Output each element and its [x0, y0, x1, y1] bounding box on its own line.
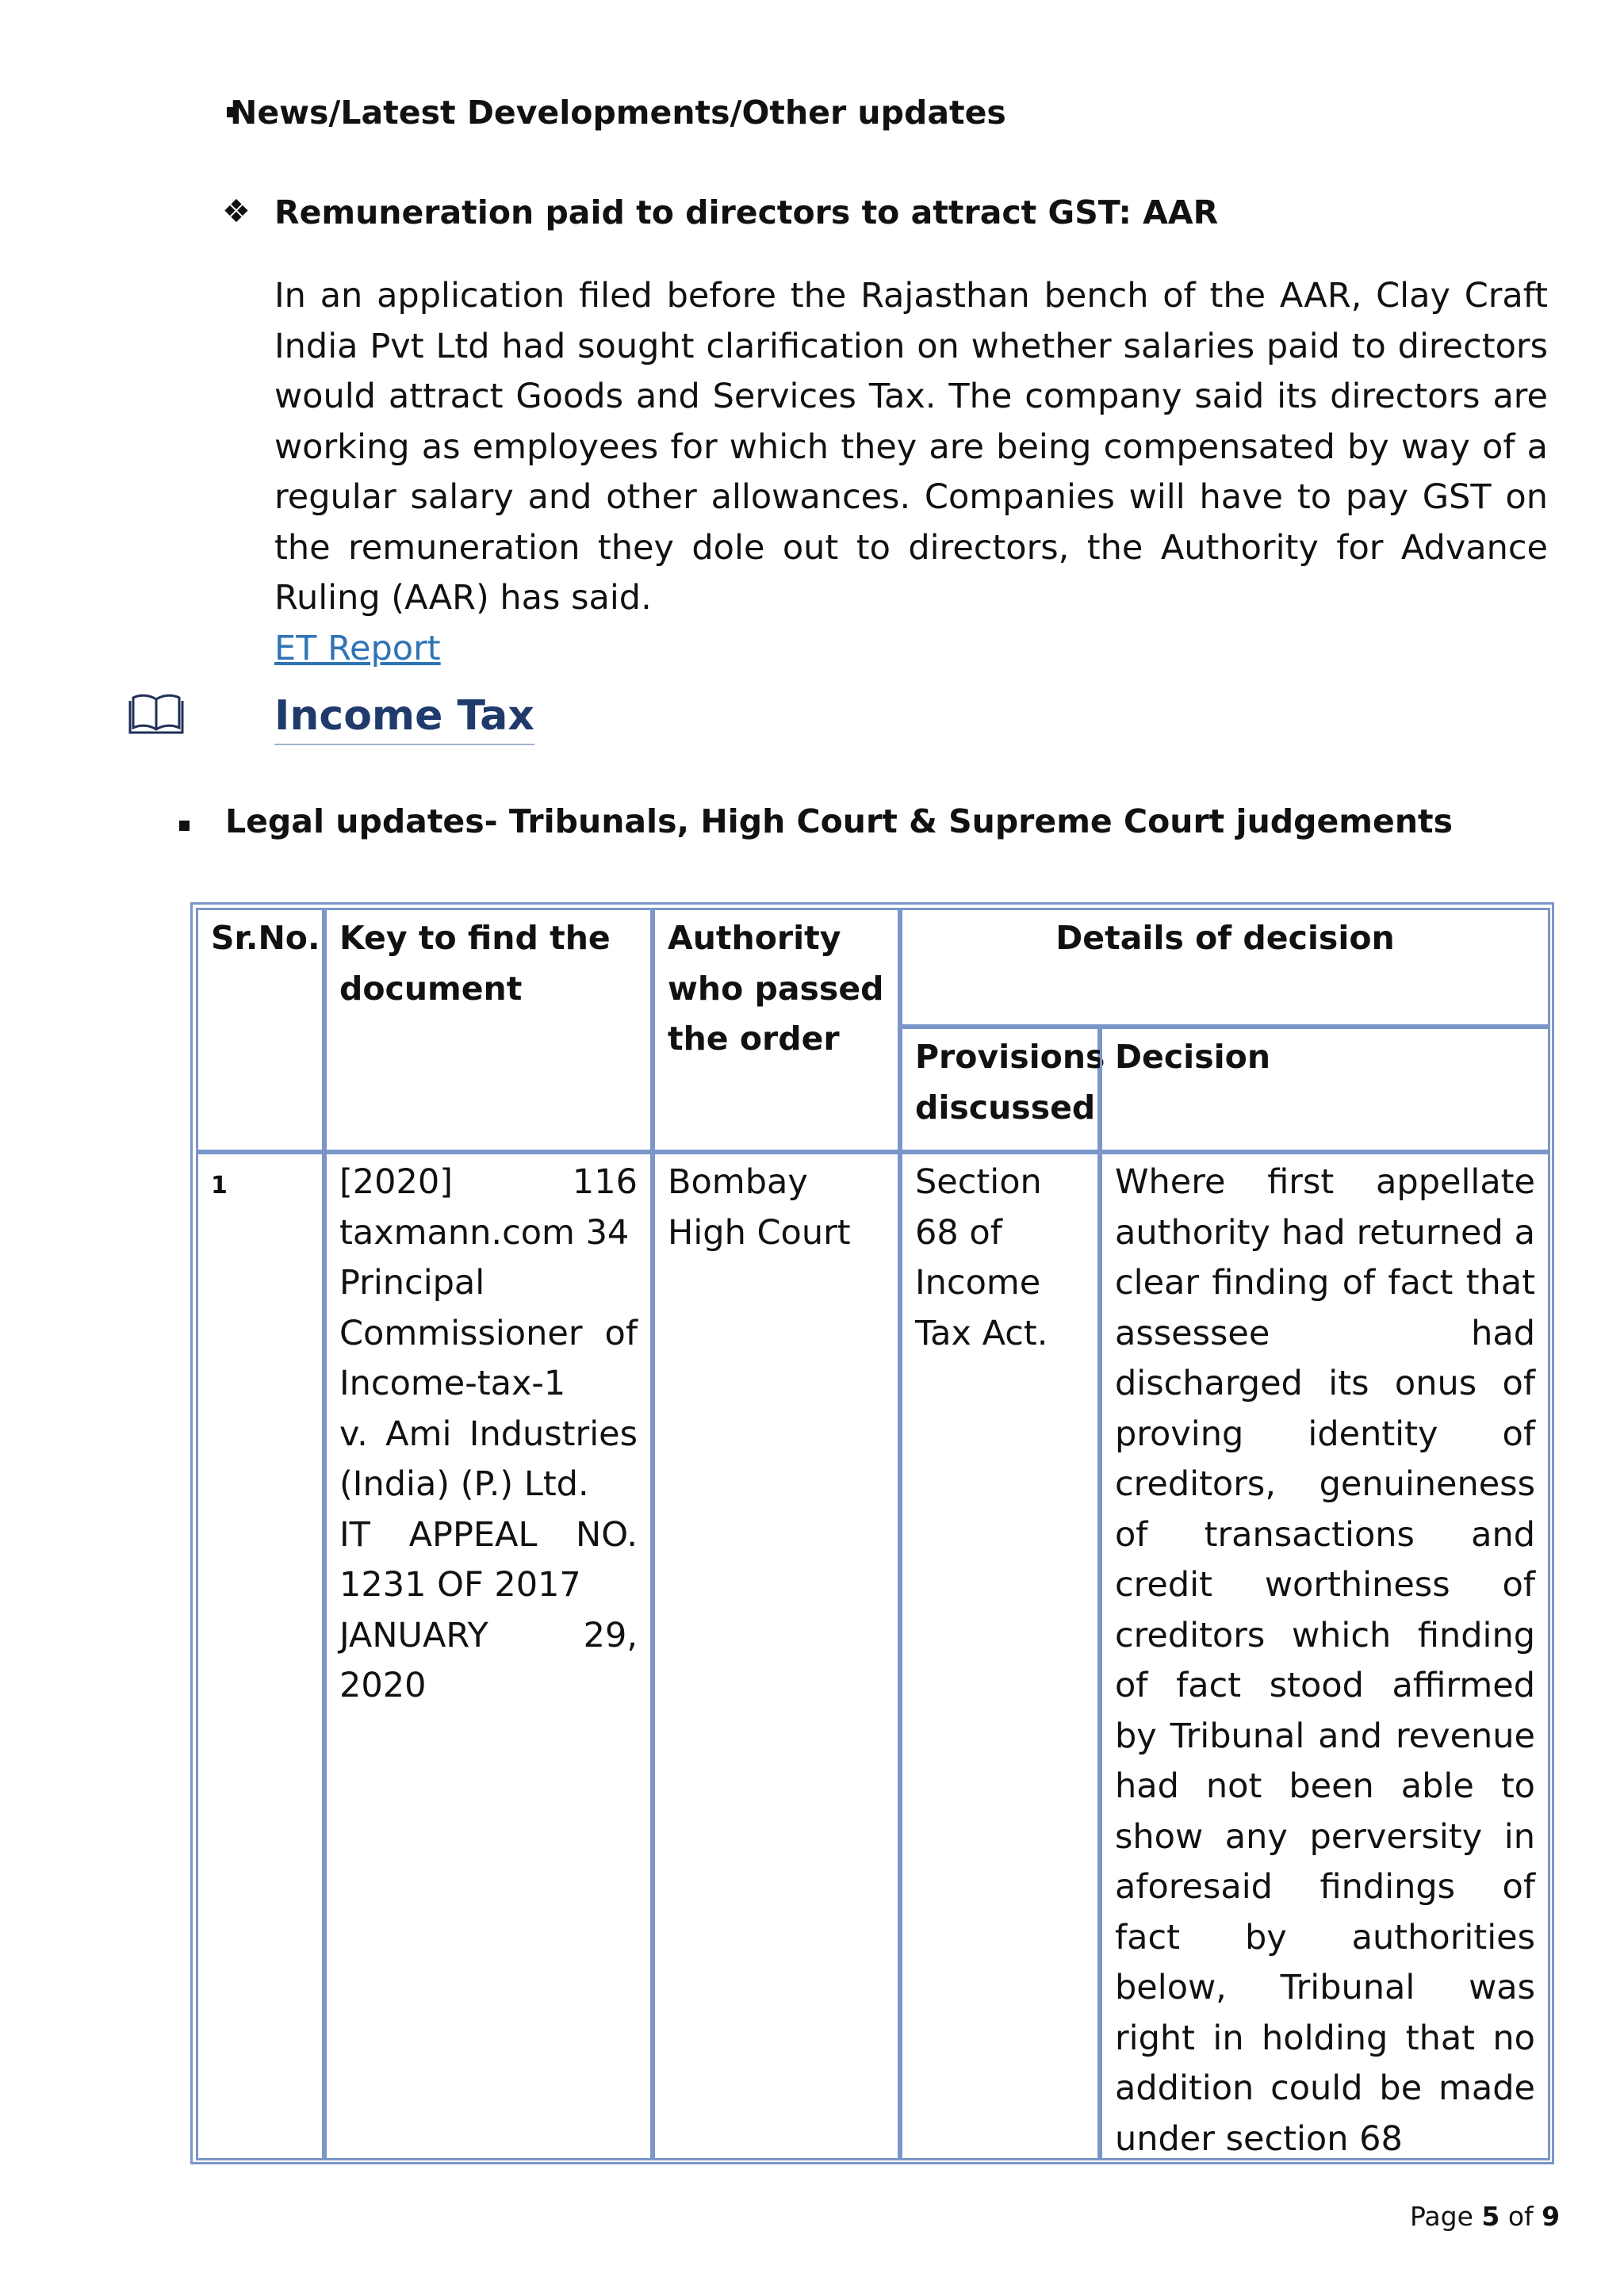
open-book-icon — [128, 691, 184, 734]
page-of: of — [1507, 2201, 1534, 2232]
page-current: 5 — [1481, 2201, 1500, 2232]
row-provisions: Section 68 of Income Tax Act. — [900, 1152, 1100, 2160]
legal-updates-heading: Legal updates- Tribunals, High Court & Supreme Court judgements — [225, 802, 1454, 840]
page-total: 9 — [1542, 2201, 1561, 2232]
header-details-of-decision: Details of decision — [900, 908, 1550, 1027]
key-line: IT APPEAL NO. 1231 OF 2017 — [339, 1514, 638, 1605]
row-sr-no: 1 — [211, 1172, 228, 1200]
header-sr-no: Sr.No. — [196, 908, 324, 1152]
header-decision: Decision — [1100, 1027, 1550, 1152]
header-provisions-discussed: Provisions discussed — [900, 1027, 1100, 1152]
news-item-text: In an application filed before the Rajasthan bench of the AAR, Clay Craft India Pvt Ltd had sought clarification on whether salaries paid to directors would attract Goods and Services Tax. The company said its directors are working as employees for which they are being compensated by way of a regular salary and other allowances. Companies will have to pay GST on the remuneration they dole out to directors, the Authority for Advance Ruling (AAR) has said. — [274, 276, 1548, 618]
header-authority: Authority who passed the order — [653, 908, 900, 1152]
key-line: JANUARY 29, 2020 — [339, 1615, 638, 1705]
row-decision: Where first appellate authority had returned a clear finding of fact that assessee had discharged its onus of proving identity of creditors, genuineness of transactions and credit worthiness of creditors which finding of fact stood affirmed by Tribunal and revenue had not been able to show any perversity in aforesaid findings of fact by authorities below, Tribunal was right in holding that no addition could be made under section 68 — [1100, 1152, 1550, 2160]
key-line: Principal Commissioner of Income-tax-1 — [339, 1263, 638, 1403]
key-line: v. Ami Industries (India) (P.) Ltd. — [339, 1414, 638, 1504]
news-item-body — [274, 271, 1548, 674]
bullet-square — [179, 821, 190, 831]
news-heading: News/Latest Developments/Other updates — [230, 94, 1006, 132]
row-authority: Bombay High Court — [653, 1152, 900, 2160]
page-number — [1410, 2201, 1560, 2232]
header-key-document: Key to find the document — [324, 908, 653, 1152]
key-line: [2020] 116 taxmann.com 34 — [339, 1162, 638, 1253]
row-sr-no-cell — [196, 1152, 324, 2160]
row-key-document — [324, 1152, 653, 2160]
et-report-link[interactable]: ET Report — [274, 628, 441, 668]
judgements-table — [190, 902, 1554, 2164]
page-label: Page — [1410, 2201, 1473, 2232]
diamond-bullet-icon: ❖ — [222, 193, 251, 230]
section-title: Income Tax — [274, 688, 534, 745]
news-item-title: Remuneration paid to directors to attract GST: AAR — [274, 193, 1219, 232]
